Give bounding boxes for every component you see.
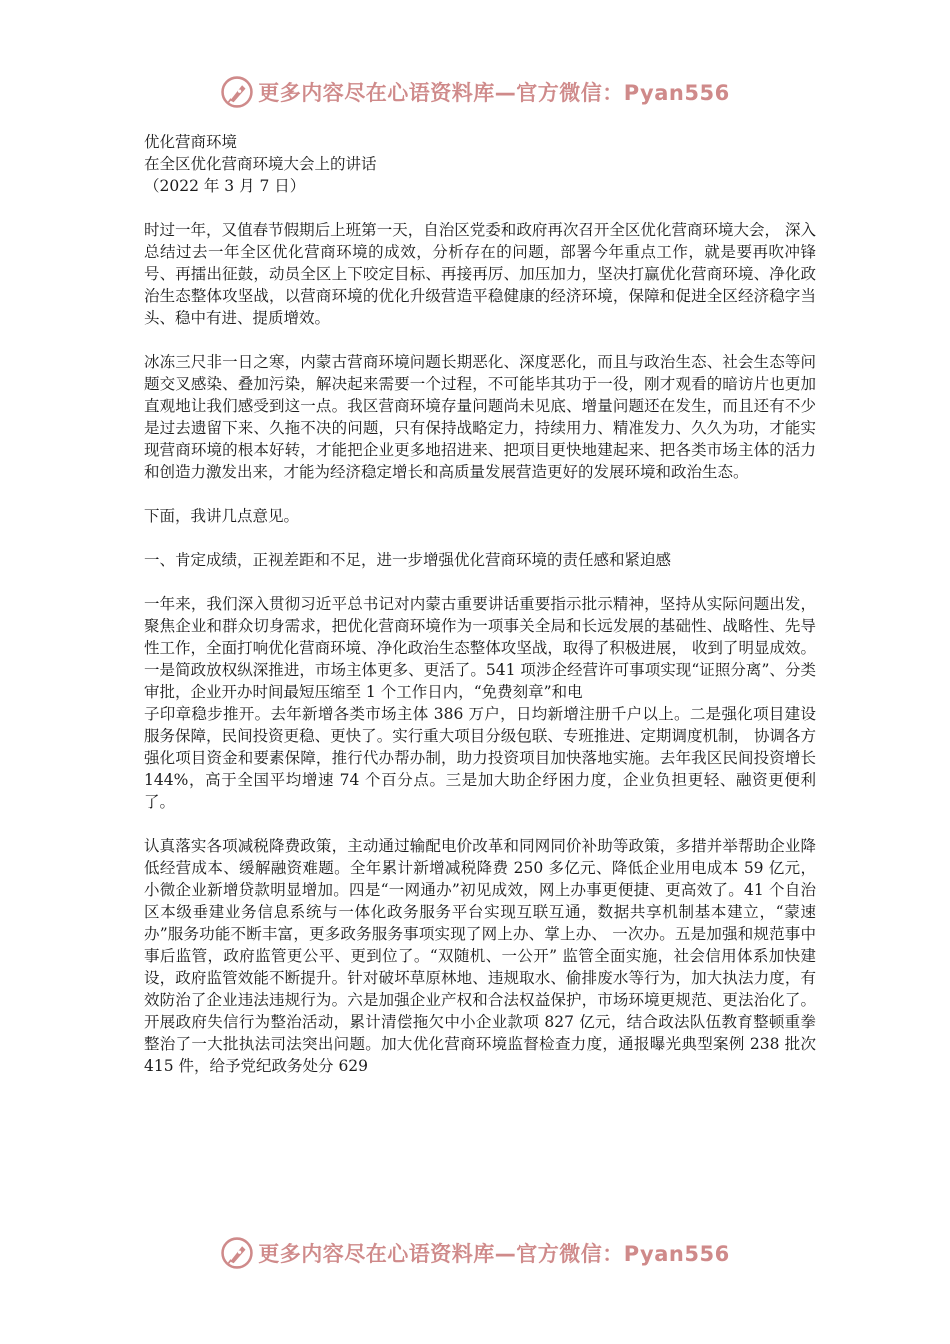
document-subtitle: 在全区优化营商环境大会上的讲话: [144, 155, 377, 173]
document-date: （2022 年 3 月 7 日）: [144, 177, 306, 195]
pen-nib-logo-icon: [220, 75, 254, 109]
document-title: 优化营商环境: [144, 133, 238, 151]
paragraph: 下面，我讲几点意见。: [144, 507, 300, 525]
paragraph: 一年来，我们深入贯彻习近平总书记对内蒙古重要讲话重要指示批示精神，坚持从实际问题出发，聚焦企业和群众切身需求，把优化营商环境作为一项事关全局和长远发展的基础性、战略性、先导性工作，全面打响优化营商环境、净化政治生态整体攻坚战，取得了积极进展， 收到了明显成效。一是简政放权纵深推进，市场主体更多、更活了。541 项涉企经营许可事项实现“证照分离”、分类审批，企业开办时间最短压缩至 1 个工作日内，“免费刻章”和电: [144, 595, 816, 701]
watermark-text: 更多内容尽在心语资料库—官方微信：Pyan556: [258, 81, 730, 105]
watermark-text: 更多内容尽在心语资料库—官方微信：Pyan556: [258, 1242, 730, 1266]
paragraph: 时过一年，又值春节假期后上班第一天，自治区党委和政府再次召开全区优化营商环境大会， 深入总结过去一年全区优化营商环境的成效，分析存在的问题，部署今年重点工作，就是要再吹冲锋号、再擂出征鼓，动员全区上下咬定目标、再接再厉、加压加力，坚决打赢优化营商环境、净化政治生态整体攻坚战，以营商环境的优化升级营造平稳健康的经济环境，保障和促进全区经济稳字当头、稳中有进、提质增效。: [144, 221, 816, 327]
watermark-banner-bottom: [0, 1233, 950, 1273]
document-header: [144, 131, 816, 197]
paragraph: 子印章稳步推开。去年新增各类市场主体 386 万户，日均新增注册千户以上。二是强化项目建设服务保障，民间投资更稳、更快了。实行重大项目分级包联、专班推进、定期调度机制， 协调各方强化项目资金和要素保障，推行代办帮办制，助力投资项目加快落地实施。去年我区民间投资增长 144%，高于全国平均增速 74 个百分点。三是加大助企纾困力度，企业负担更轻、融资更便利了。: [144, 705, 816, 811]
section-heading: 一、肯定成绩，正视差距和不足，进一步增强优化营商环境的责任感和紧迫感: [144, 551, 672, 569]
paragraph: 冰冻三尺非一日之寒，内蒙古营商环境问题长期恶化、深度恶化，而且与政治生态、社会生态等问题交叉感染、叠加污染，解决起来需要一个过程，不可能毕其功于一役，刚才观看的暗访片也更加直观地让我们感受到这一点。我区营商环境存量问题尚未见底、增量问题还在发生，而且还有不少是过去遗留下来、久拖不决的问题，只有保持战略定力，持续用力、精准发力、久久为功，才能实现营商环境的根本好转，才能把企业更多地招进来、把项目更快地建起来、把各类市场主体的活力和创造力激发出来，才能为经济稳定增长和高质量发展营造更好的发展环境和政治生态。: [144, 353, 816, 481]
watermark-banner-top: [0, 72, 950, 112]
pen-nib-logo-icon: [220, 1236, 254, 1270]
document-body: [144, 131, 816, 1099]
paragraph: 认真落实各项减税降费政策，主动通过输配电价改革和同网同价补助等政策，多措并举帮助企业降低经营成本、缓解融资难题。全年累计新增减税降费 250 多亿元、降低企业用电成本 59 亿元，小微企业新增贷款明显增加。四是“一网通办”初见成效，网上办事更便捷、更高效了。41 个自治区本级垂建业务信息系统与一体化政务服务平台实现互联互通，数据共享机制基本建立，“蒙速办”服务功能不断丰富，更多政务服务事项实现了网上办、掌上办、 一次办。五是加强和规范事中事后监管，政府监管更公平、更到位了。“双随机、一公开” 监管全面实施，社会信用体系加快建设，政府监管效能不断提升。针对破坏草原林地、违规取水、偷排废水等行为，加大执法力度，有效防治了企业违法违规行为。六是加强企业产权和合法权益保护，市场环境更规范、更法治化了。开展政府失信行为整治活动，累计清偿拖欠中小企业款项 827 亿元，结合政法队伍教育整顿重拳整治了一大批执法司法突出问题。加大优化营商环境监督检查力度，通报曝光典型案例 238 批次 415 件，给予党纪政务处分 629: [144, 837, 816, 1075]
